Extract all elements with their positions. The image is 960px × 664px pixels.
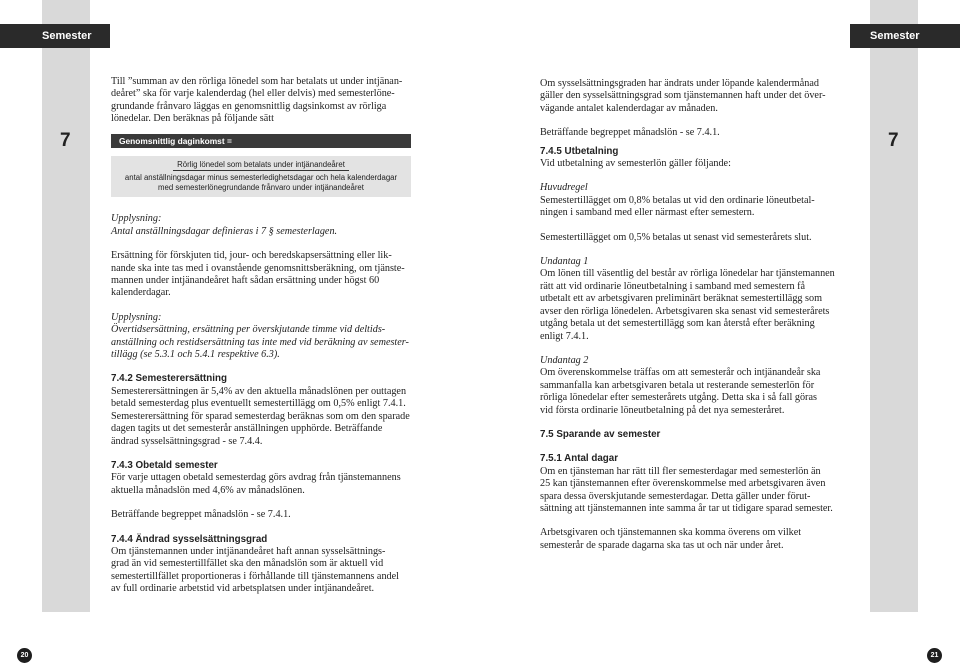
- text-line: kalenderdagar.: [111, 287, 171, 299]
- section-heading-7-5: 7.5 Sparande av semester: [540, 428, 661, 440]
- text-line: utgång betala ut det semestertillägg som kan återstå efter beräkning: [540, 318, 815, 330]
- text-line: nande ska inte tas med i ovanstående genomsnittsberäkning, om tjänste-: [111, 262, 405, 274]
- intro-paragraph: [111, 76, 411, 126]
- text-line: mannen under intjänandeåret haft sådan ersättning under högst 60: [111, 275, 380, 287]
- right-page-number: 21: [927, 648, 942, 663]
- section-heading-7-4-4: 7.4.4 Ändrad sysselsättningsgrad: [111, 533, 268, 545]
- left-column: [111, 76, 411, 596]
- text-line: Om sysselsättningsgraden har ändrats under löpande kalendermånad: [540, 78, 819, 89]
- text-line: betald semesterdag plus eventuellt semestertillägg om 0,5% enligt 7.4.1.: [111, 398, 406, 410]
- formula-numerator: Rörlig lönedel som betalats under intjänandeåret: [173, 160, 349, 172]
- text-line: vägande antalet kalenderdagar av månaden.: [540, 102, 718, 114]
- formula-denominator-line: med semesterlönegrundande frånvaro under intjänandeåret: [158, 182, 364, 192]
- text-line: Beträffande begreppet månadslön - se 7.4.1.: [111, 509, 291, 521]
- left-side-strip: [42, 0, 90, 612]
- text-line: Antal anställningsdagar definieras i 7 § semesterlagen.: [111, 225, 338, 237]
- text-line: För varje uttagen obetald semesterdag görs avdrag från tjänstemannens: [111, 472, 401, 484]
- rule-label: Undantag 1: [540, 256, 589, 268]
- info-label: Upplysning:: [111, 311, 162, 323]
- left-header-title: Semester: [42, 30, 92, 42]
- text-line: Övertidsersättning, ersättning per överskjutande timme vid deltids-: [111, 324, 386, 336]
- text-line: sammanfalla kan arbetsgivaren betala ut resterande semesterlön för: [540, 379, 815, 391]
- text-line: deåret” ska för varje kalenderdag (hel eller delvis) med semesterlöne-: [111, 88, 395, 100]
- section-heading-7-4-5: 7.4.5 Utbetalning: [540, 145, 619, 157]
- text-line: enligt 7.4.1.: [540, 330, 589, 342]
- text-line: avser den rörliga lönedelen. Arbetsgivaren ska senast vid semesterårets: [540, 305, 830, 317]
- text-line: Semesterersättningen är 5,4% av den aktuella månadslönen per outtagen: [111, 385, 407, 397]
- text-line: 25 kan tjänstemannen efter överenskommelse med arbetsgivaren även: [540, 478, 826, 490]
- text-line: Arbetsgivaren och tjänstemannen ska komma överens om vilket: [540, 527, 802, 539]
- text-line: Ersättning för förskjuten tid, jour- och beredskapsersättning eller lik-: [111, 250, 392, 262]
- text-line: Semesterersättning för sparad semesterdag beräknas som om den sparade: [111, 410, 410, 422]
- text-line: Om tjänstemannen under intjänandeåret haft annan sysselsättnings-: [111, 545, 386, 557]
- text-line: Beträffande begreppet månadslön - se 7.4.1.: [540, 127, 720, 139]
- left-chapter-number: 7: [60, 130, 71, 151]
- text-line: Om överenskommelse träffas om att semesterår och intjänandeår ska: [540, 367, 821, 379]
- text-line: ändrad sysselsättningsgrad - se 7.4.4.: [111, 435, 263, 447]
- text-line: Om en tjänsteman har rätt till fler semesterdagar med semesterlön än: [540, 465, 821, 477]
- text-line: vid första ordinarie löneutbetalning på det nya semesteråret.: [540, 404, 785, 416]
- text-line: grundande frånvaro läggas en genomsnittlig dagsinkomst av rörliga: [111, 100, 387, 112]
- text-line: ningen i samband med eller närmast efter semestern.: [540, 207, 755, 219]
- text-line: dagen tagits ut det semesterår anställningen upphörde. Beträffande: [111, 423, 383, 435]
- text-line: tillägg (se 5.3.1 och 5.4.1 respektive 6.3).: [111, 349, 280, 361]
- info-label: Upplysning:: [111, 213, 162, 225]
- text-line: anställning och restidsersättning tas inte med vid beräkning av semester-: [111, 336, 409, 348]
- right-side-strip: [870, 0, 918, 612]
- rule-label: Huvudregel: [540, 182, 588, 194]
- text-line: Vid utbetalning av semesterlön gäller följande:: [540, 158, 731, 170]
- right-header-title: Semester: [870, 30, 920, 42]
- text-line: Semestertillägget om 0,8% betalas ut vid den ordinarie löneutbetal-: [540, 194, 815, 206]
- formula-title: Genomsnittlig daginkomst =: [111, 134, 411, 148]
- left-page-number: 20: [17, 648, 32, 663]
- rule-label: Undantag 2: [540, 354, 589, 366]
- text-line: rörliga lönedelar efter semesterårets utgång. Detta ska i så fall göras: [540, 392, 817, 404]
- text-line: utbetalt ett av arbetsgivaren preliminärt beräknat semestertillägg som: [540, 293, 823, 305]
- section-heading-7-5-1: 7.5.1 Antal dagar: [540, 453, 619, 465]
- text-line: lönedelar. Den beräknas på följande sätt: [111, 113, 274, 125]
- text-line: semestertillfället proportioneras i förhållande till tjänstemannens andel: [111, 570, 399, 582]
- text-line: aktuella månadslön med 4,6% av månadslönen.: [111, 484, 305, 496]
- text-line: Om lönen till väsentlig del består av rörliga lönedelar har tjänstemannen: [540, 268, 835, 280]
- right-chapter-number: 7: [888, 130, 899, 151]
- text-line: sättning att tjänstemannen inte samma år tar ut tidigare sparad semester.: [540, 502, 833, 514]
- text-line: rätt att vid ordinarie löneutbetalning i samband med semestern få: [540, 280, 806, 292]
- section-heading-7-4-3: 7.4.3 Obetald semester: [111, 459, 218, 471]
- text-line: spara dessa överskjutande semesterdagar. Detta gäller under förut-: [540, 490, 811, 502]
- right-column: [540, 78, 852, 552]
- section-heading-7-4-2: 7.4.2 Semesterersättning: [111, 373, 227, 385]
- text-line: av full ordinarie arbetstid vid arbetsplatsen under intjänandeåret.: [111, 583, 375, 595]
- text-line: grad än vid semestertillfället ska den månadslön som är aktuell vid: [111, 558, 384, 570]
- text-line: Till ”summan av den rörliga lönedel som har betalats ut under intjänan-: [111, 76, 403, 87]
- text-line: Semestertillägget om 0,5% betalas ut senast vid semesterårets slut.: [540, 231, 812, 243]
- formula-denominator-line: antal anställningsdagar minus semesterledighetsdagar och hela kalenderdagar: [124, 173, 398, 183]
- text-line: semesterår de sparade dagarna ska tas ut och när under året.: [540, 539, 784, 551]
- text-line: gäller den sysselsättningsgrad som tjänstemannen haft under det över-: [540, 90, 826, 102]
- formula-box: [111, 156, 411, 198]
